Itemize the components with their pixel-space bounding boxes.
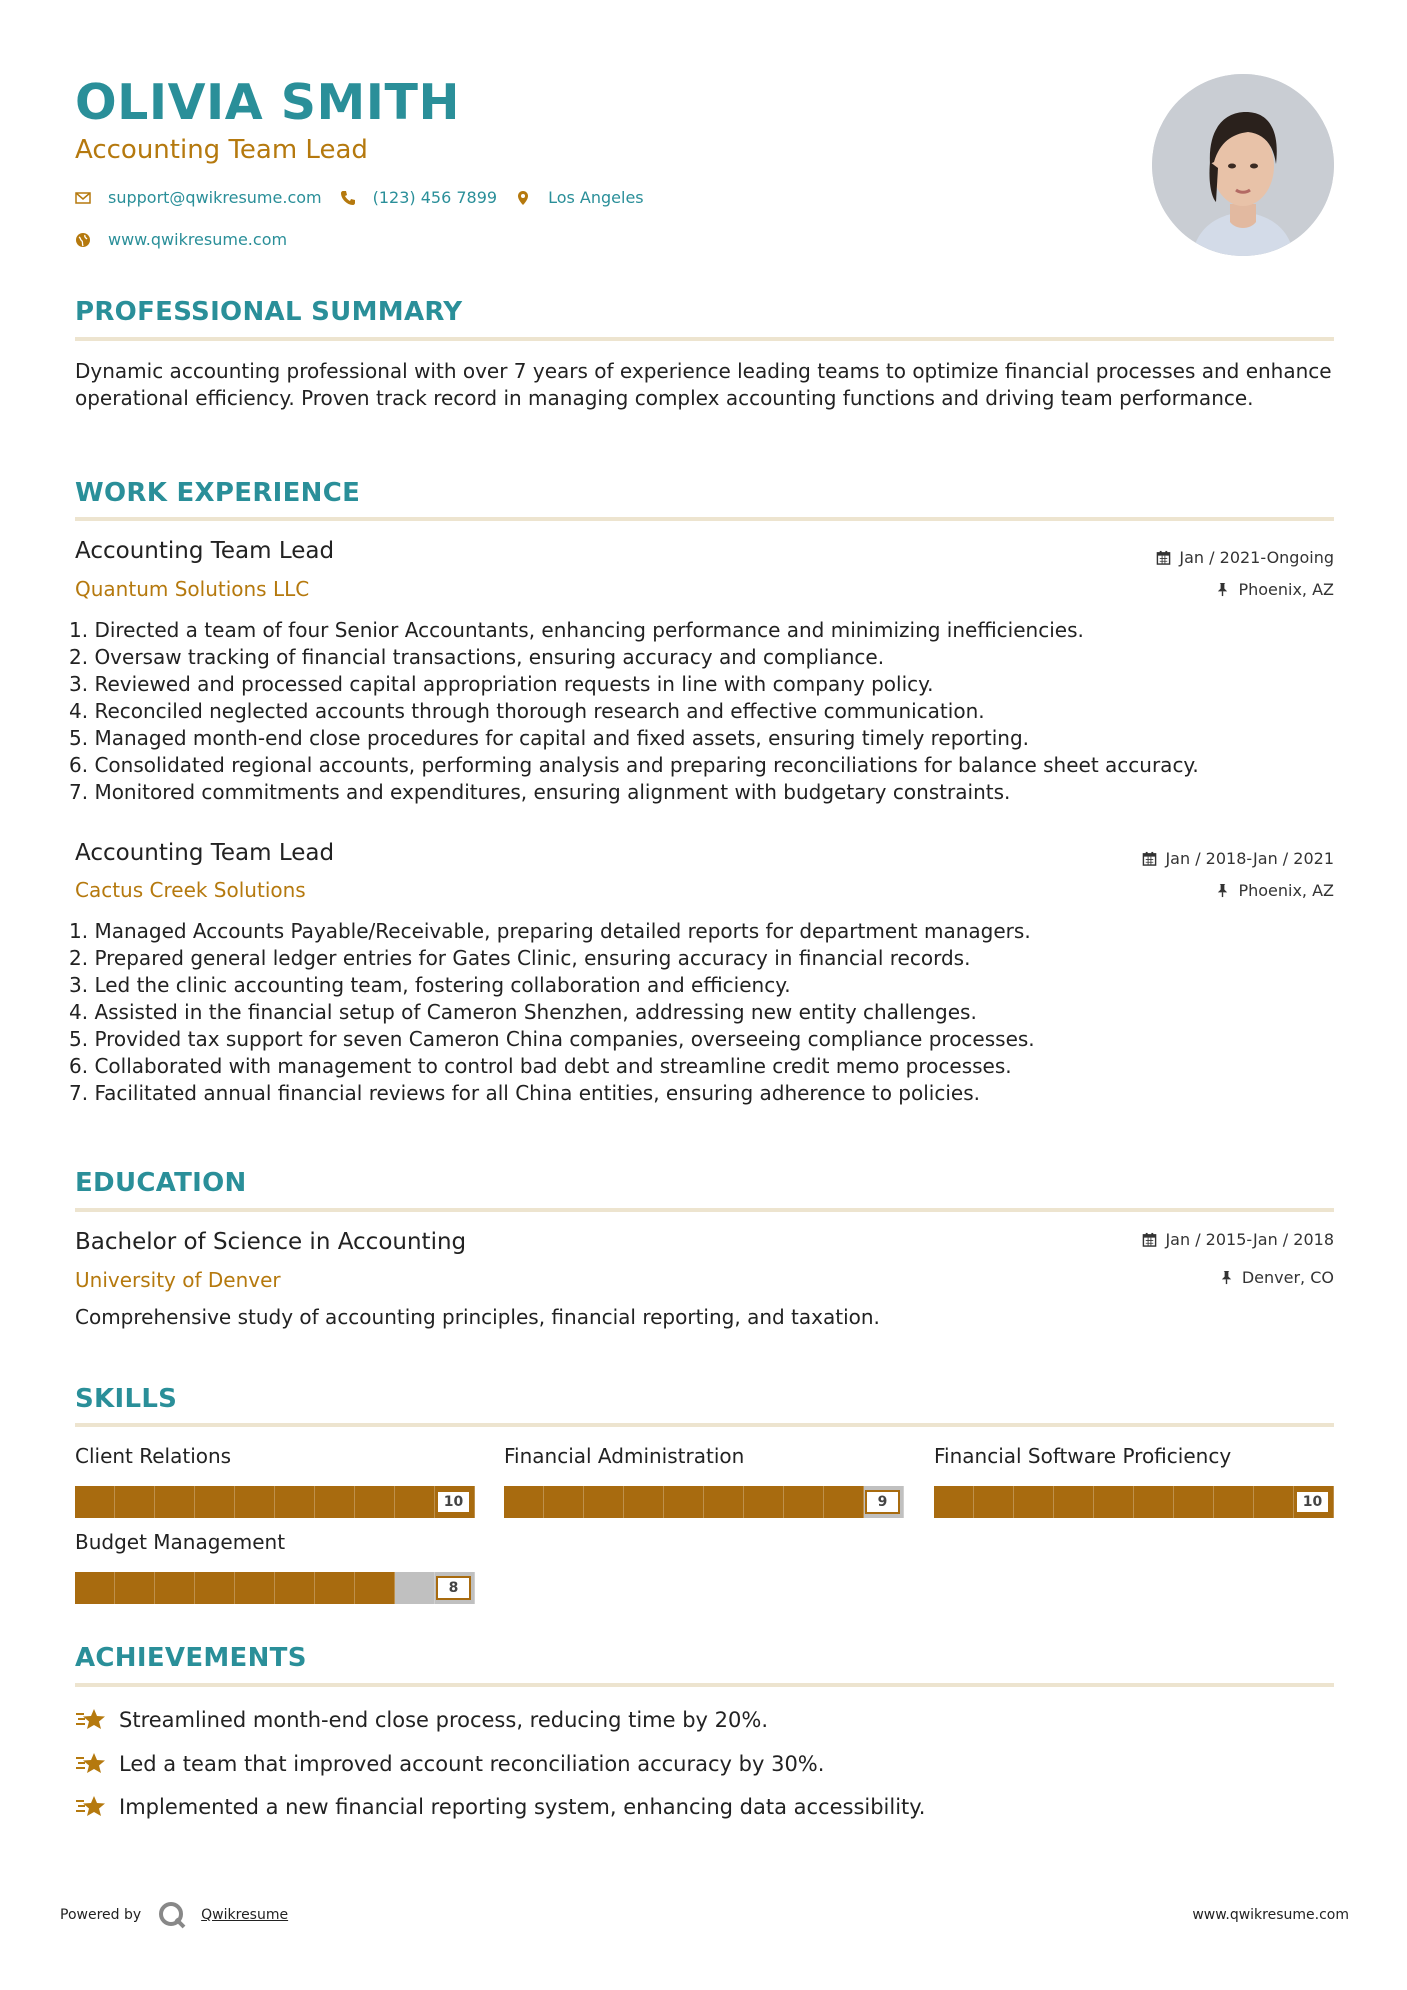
skill-bar-segment: [974, 1486, 1014, 1518]
skill-bar-segment: [235, 1486, 275, 1518]
list-item: 6. Consolidated regional accounts, performing analysis and preparing reconciliations for balance sheet accuracy.: [69, 753, 1199, 777]
website-text: www.qwikresume.com: [108, 230, 288, 249]
section-divider: [75, 1683, 1334, 1687]
achievement-item: [75, 1706, 768, 1734]
skill-bar-segment: [395, 1572, 435, 1604]
education-dates-text: Jan / 2015-Jan / 2018: [1165, 1230, 1334, 1249]
contact-email[interactable]: [75, 188, 322, 207]
skill-name: Client Relations: [75, 1444, 232, 1468]
skill-item: [75, 1444, 475, 1518]
job-title: Accounting Team Lead: [75, 538, 335, 564]
skill-bar-segment: [1094, 1486, 1134, 1518]
section-title-achievements: ACHIEVEMENTS: [75, 1643, 307, 1673]
skill-bar: [934, 1486, 1334, 1518]
list-item: 2. Oversaw tracking of financial transactions, ensuring accuracy and compliance.: [69, 645, 885, 669]
contact-row-primary: [75, 188, 662, 207]
footer-url[interactable]: www.qwikresume.com: [1192, 1907, 1349, 1923]
skill-bar-segment: [395, 1486, 435, 1518]
education-dates: [1142, 1230, 1334, 1249]
list-item: 2. Prepared general ledger entries for Gates Clinic, ensuring accuracy in financial records.: [69, 946, 971, 970]
skill-name: Financial Software Proficiency: [934, 1444, 1232, 1468]
section-title-summary: PROFESSIONAL SUMMARY: [75, 297, 463, 327]
job-location: [1215, 881, 1334, 900]
envelope-icon: [75, 190, 91, 206]
skill-item: [75, 1530, 475, 1604]
pushpin-icon: [1215, 883, 1230, 898]
skill-bar-segment: [504, 1486, 544, 1518]
star-icon: [75, 1706, 107, 1734]
achievement-text: Led a team that improved account reconciliation accuracy by 30%.: [119, 1752, 825, 1776]
job-bullets: [69, 617, 1349, 806]
job-bullets: [69, 918, 1349, 1107]
skill-bar: [75, 1486, 475, 1518]
skill-bar-segment: [784, 1486, 824, 1518]
skill-bar-segment: [704, 1486, 744, 1518]
skill-bar-segment: [1254, 1486, 1294, 1518]
pushpin-icon: [1215, 582, 1230, 597]
achievement-text: Implemented a new financial reporting system, enhancing data accessibility.: [119, 1795, 926, 1819]
skill-bar: [75, 1572, 475, 1604]
section-title-education: EDUCATION: [75, 1168, 247, 1198]
skill-name: Budget Management: [75, 1530, 286, 1554]
section-divider: [75, 1423, 1334, 1427]
skill-bar-segment: [355, 1572, 395, 1604]
powered-by-label: Powered by: [60, 1907, 142, 1923]
contact-location: [515, 188, 644, 207]
skill-level: 10: [436, 1490, 471, 1514]
achievement-text: Streamlined month-end close process, reducing time by 20%.: [119, 1708, 769, 1732]
skill-level: 10: [1295, 1490, 1330, 1514]
skill-bar-segment: [584, 1486, 624, 1518]
map-pin-icon: [515, 190, 531, 206]
skill-bar-segment: [544, 1486, 584, 1518]
calendar-icon: [1142, 1232, 1157, 1247]
star-icon: [75, 1793, 107, 1821]
location-text: Los Angeles: [548, 188, 644, 207]
list-item: 5. Provided tax support for seven Cameron China companies, overseeing compliance processes.: [69, 1027, 1035, 1051]
list-item: 5. Managed month-end close procedures for capital and fixed assets, ensuring timely reporting.: [69, 726, 1030, 750]
skill-bar-segment: [1214, 1486, 1254, 1518]
education-location-text: Denver, CO: [1241, 1268, 1334, 1287]
education-location: [1219, 1268, 1334, 1287]
job-location: [1215, 580, 1334, 599]
profile-photo: [1152, 74, 1334, 256]
skill-level: 8: [436, 1576, 471, 1600]
achievement-item: [75, 1750, 824, 1778]
calendar-icon: [1142, 851, 1157, 866]
company-name: Quantum Solutions LLC: [75, 577, 310, 601]
phone-icon: [340, 190, 356, 206]
skill-bar-segment: [235, 1572, 275, 1604]
qwikresume-logo-icon: [157, 1900, 187, 1930]
job-title: Accounting Team Lead: [75, 840, 335, 866]
skill-item: [504, 1444, 904, 1518]
school-name: University of Denver: [75, 1268, 281, 1292]
list-item: 7. Monitored commitments and expenditures, ensuring alignment with budgetary constraints.: [69, 780, 1011, 804]
skill-bar-segment: [315, 1572, 355, 1604]
company-name: Cactus Creek Solutions: [75, 878, 306, 902]
skill-bar-segment: [275, 1572, 315, 1604]
skill-name: Financial Administration: [504, 1444, 745, 1468]
skill-bar-segment: [75, 1572, 115, 1604]
education-description: Comprehensive study of accounting principles, financial reporting, and taxation.: [75, 1305, 880, 1329]
section-divider: [75, 337, 1334, 341]
skill-bar-segment: [624, 1486, 664, 1518]
skill-bar-segment: [155, 1572, 195, 1604]
list-item: 4. Reconciled neglected accounts through thorough research and effective communication.: [69, 699, 985, 723]
list-item: 1. Directed a team of four Senior Accountants, enhancing performance and minimizing inefficiencies.: [69, 618, 1084, 642]
summary-text: Dynamic accounting professional with over 7 years of experience leading teams to optimize financial processes and enhance operational efficiency. Proven track record in managing complex accounting functions and driving team performance.: [75, 359, 1332, 410]
list-item: 1. Managed Accounts Payable/Receivable, preparing detailed reports for department managers.: [69, 919, 1031, 943]
skill-bar-segment: [195, 1486, 235, 1518]
section-divider: [75, 1208, 1334, 1212]
skill-bar: [504, 1486, 904, 1518]
pushpin-icon: [1219, 1270, 1234, 1285]
skill-bar-segment: [115, 1486, 155, 1518]
skill-bar-segment: [1134, 1486, 1174, 1518]
skill-bar-segment: [1174, 1486, 1214, 1518]
skill-level: 9: [865, 1490, 900, 1514]
section-title-experience: WORK EXPERIENCE: [75, 478, 361, 508]
skill-bar-segment: [934, 1486, 974, 1518]
job-dates-text: Jan / 2021-Ongoing: [1179, 548, 1334, 567]
list-item: 3. Reviewed and processed capital appropriation requests in line with company policy.: [69, 672, 934, 696]
section-title-skills: SKILLS: [75, 1384, 178, 1414]
list-item: 3. Led the clinic accounting team, fostering collaboration and efficiency.: [69, 973, 791, 997]
contact-row-secondary: [75, 230, 305, 249]
list-item: 4. Assisted in the financial setup of Cameron Shenzhen, addressing new entity challenges.: [69, 1000, 977, 1024]
section-divider: [75, 517, 1334, 521]
skill-bar-segment: [115, 1572, 155, 1604]
skill-bar-segment: [744, 1486, 784, 1518]
globe-icon: [75, 232, 91, 248]
degree-title: Bachelor of Science in Accounting: [75, 1229, 467, 1255]
achievement-item: [75, 1793, 925, 1821]
phone-text: (123) 456 7899: [372, 188, 498, 207]
skill-bar-segment: [355, 1486, 395, 1518]
list-item: 6. Collaborated with management to control bad debt and streamline credit memo processes.: [69, 1054, 1012, 1078]
candidate-name: OLIVIA SMITH: [75, 74, 460, 131]
skill-bar-segment: [75, 1486, 115, 1518]
skill-bar-segment: [1014, 1486, 1054, 1518]
job-dates: [1142, 849, 1334, 868]
skill-bar-segment: [824, 1486, 864, 1518]
job-dates-text: Jan / 2018-Jan / 2021: [1165, 849, 1334, 868]
list-item: 7. Facilitated annual financial reviews for all China entities, ensuring adherence to policies.: [69, 1081, 980, 1105]
skill-bar-segment: [664, 1486, 704, 1518]
brand-link[interactable]: Qwikresume: [201, 1907, 289, 1923]
contact-phone[interactable]: [340, 188, 497, 207]
skill-bar-segment: [315, 1486, 355, 1518]
star-icon: [75, 1750, 107, 1778]
candidate-role: Accounting Team Lead: [75, 135, 368, 165]
contact-website[interactable]: [75, 230, 287, 249]
skill-bar-segment: [155, 1486, 195, 1518]
skill-bar-segment: [195, 1572, 235, 1604]
skill-bar-segment: [1054, 1486, 1094, 1518]
skill-bar-segment: [275, 1486, 315, 1518]
job-location-text: Phoenix, AZ: [1238, 580, 1334, 599]
footer-powered-by: [60, 1900, 288, 1930]
email-text: support@qwikresume.com: [108, 188, 322, 207]
job-dates: [1156, 548, 1334, 567]
skill-item: [934, 1444, 1334, 1518]
calendar-icon: [1156, 550, 1171, 565]
job-location-text: Phoenix, AZ: [1238, 881, 1334, 900]
